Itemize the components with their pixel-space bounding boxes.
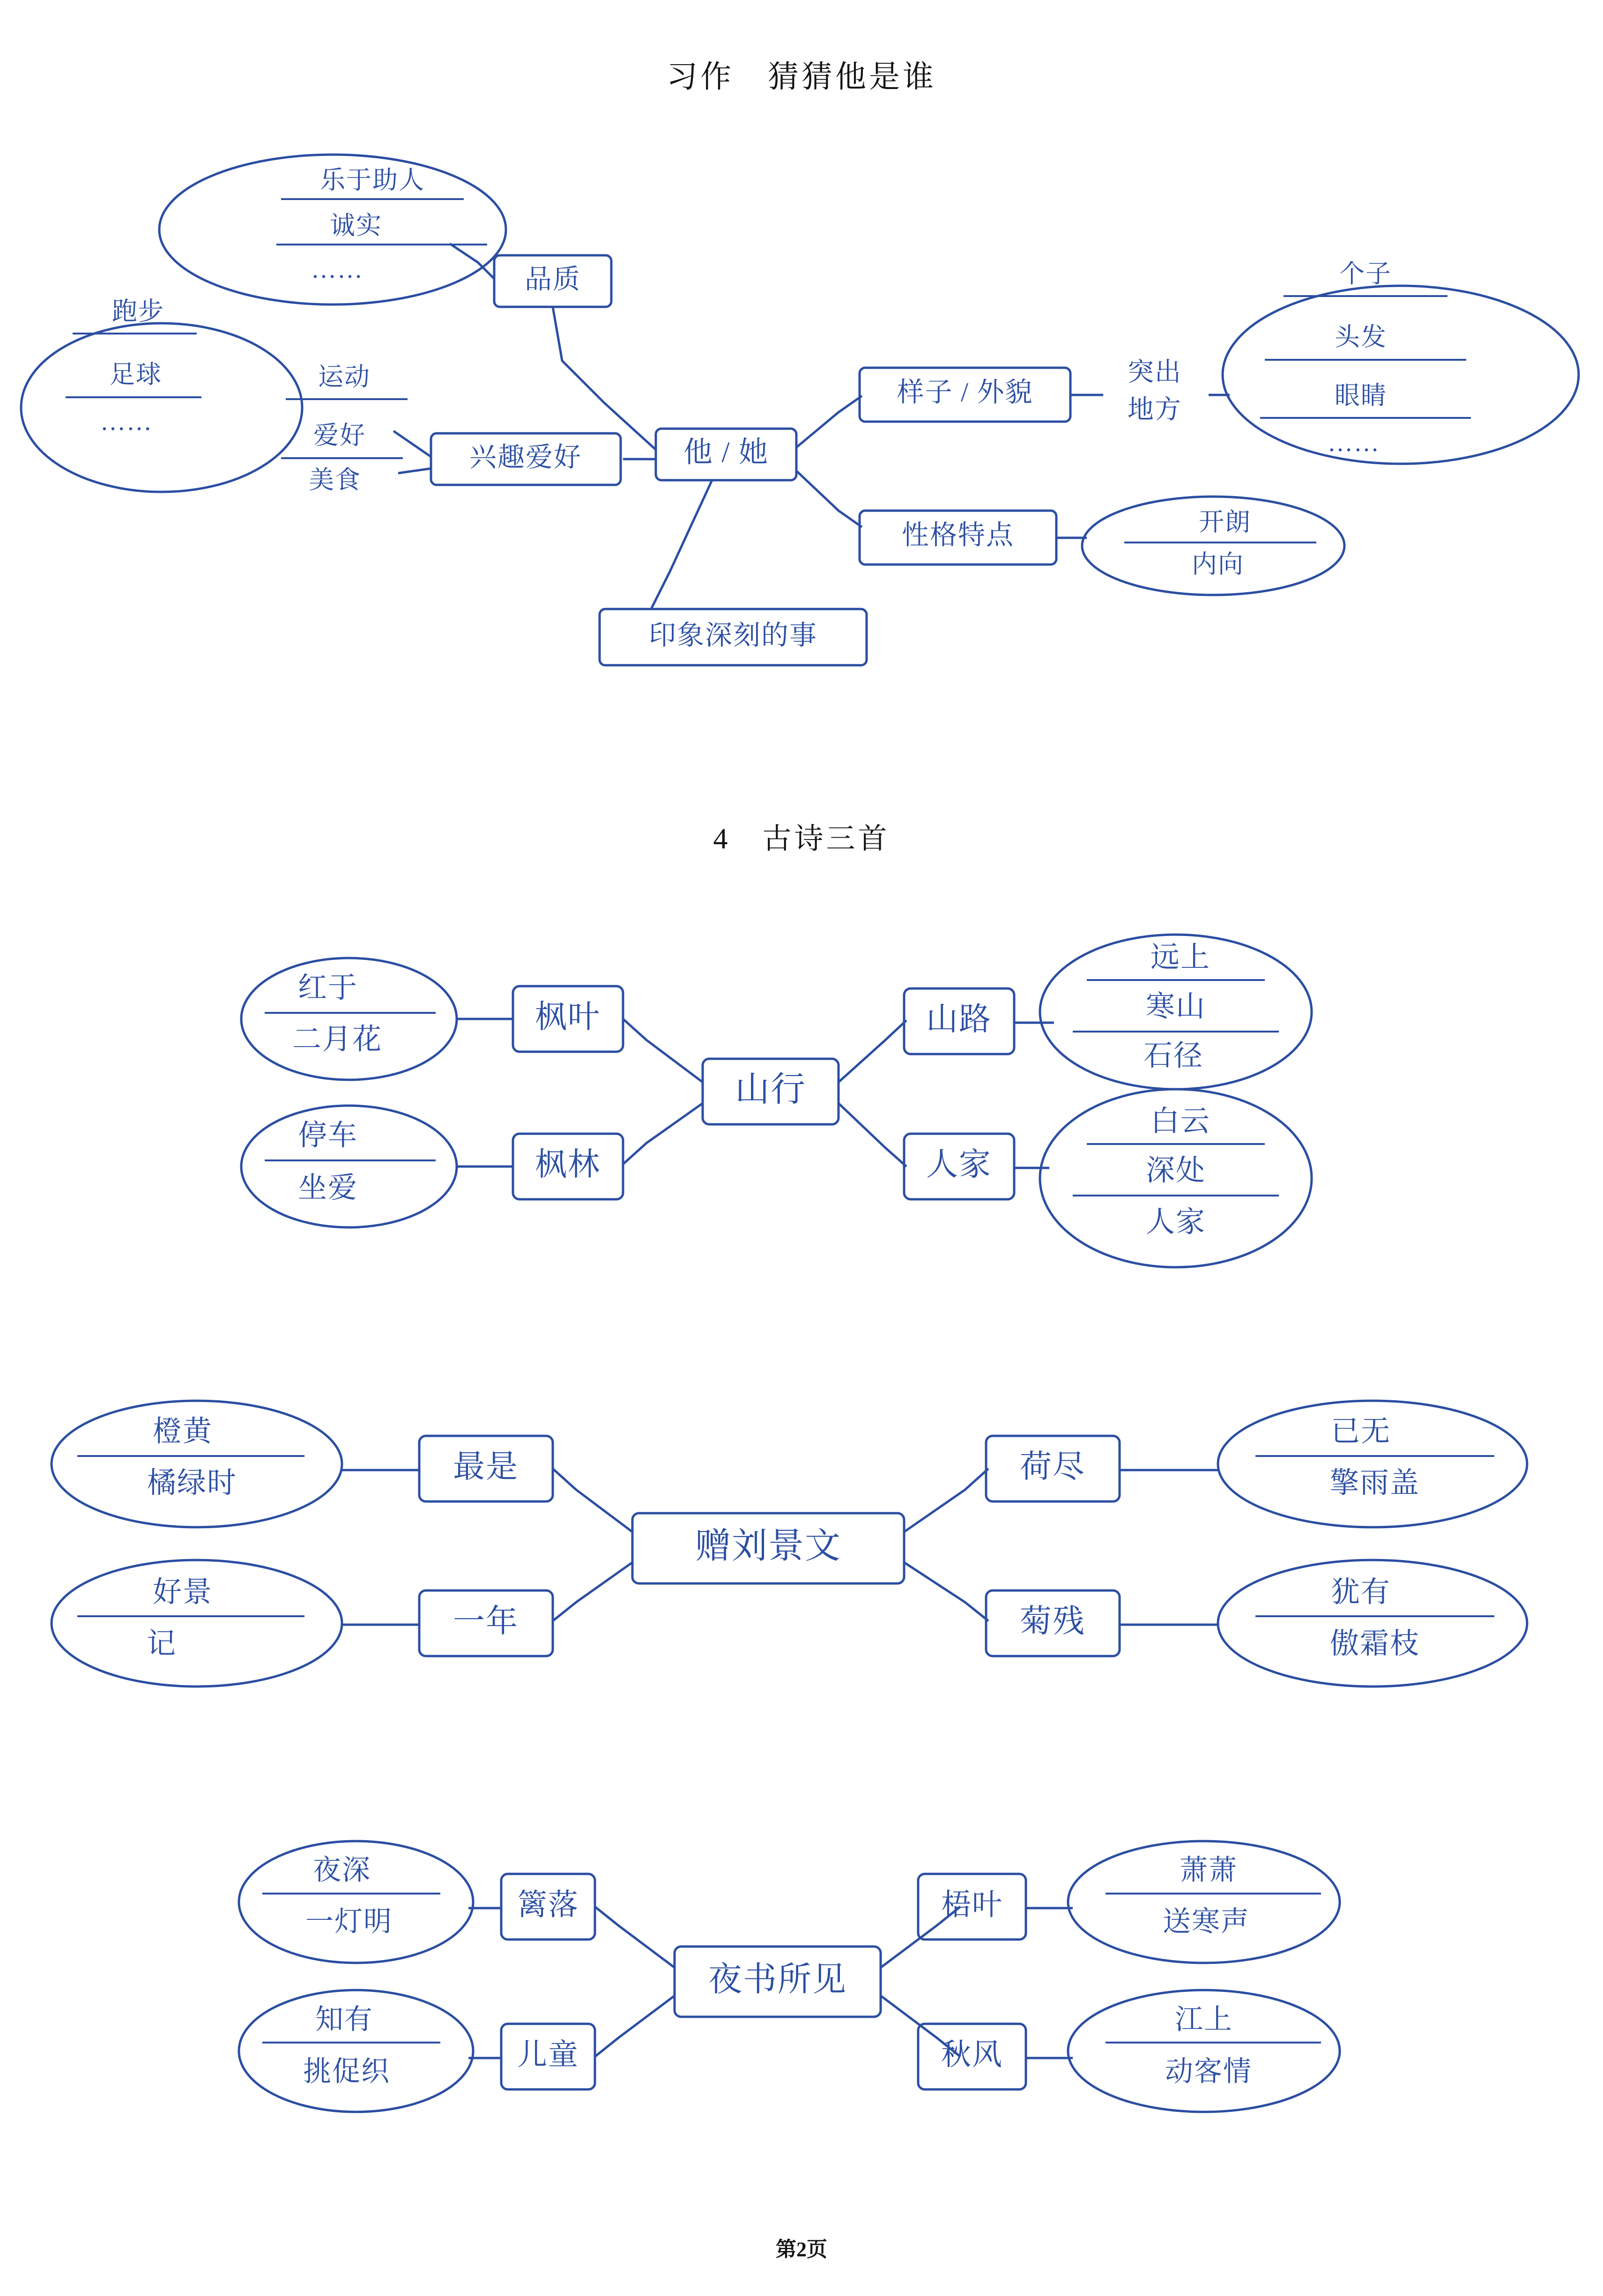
connector-center-to-right-1 xyxy=(904,1562,988,1621)
node-center-label: 山行 xyxy=(735,1070,806,1109)
page-number: 第2页 xyxy=(776,2238,827,2261)
node-yinxiang-label: 印象深刻的事 xyxy=(648,620,818,651)
item-left-0-1: 二月花 xyxy=(292,1024,383,1056)
item-pinzhi-0: 乐于助人 xyxy=(320,166,425,194)
node-left-1-label: 枫林 xyxy=(534,1146,601,1182)
node-left-1-label: 一年 xyxy=(453,1603,519,1639)
connector-center-to-left-0 xyxy=(553,1469,632,1532)
node-right-0-label: 梧叶 xyxy=(941,1888,1003,1922)
item-right-1-0: 犹有 xyxy=(1330,1576,1391,1609)
item-left-1-1: 挑促织 xyxy=(303,2056,390,2087)
connector-center-to-pinzhi xyxy=(553,307,656,450)
connector-center-to-left-0 xyxy=(595,1907,675,1968)
item-yundong-2: …… xyxy=(100,407,153,436)
mindmap-yeshusuojian xyxy=(0,1794,1603,2169)
connector-center-to-left-1 xyxy=(553,1562,632,1621)
node-left-0-label: 枫叶 xyxy=(534,999,601,1035)
item-right-1-2: 人家 xyxy=(1145,1206,1206,1239)
item-left-1-0: 好景 xyxy=(152,1576,213,1609)
item-left-0-0: 夜深 xyxy=(313,1854,371,1886)
connector-center-to-left-0 xyxy=(623,1019,703,1082)
node-xingqu-label: 兴趣爱好 xyxy=(469,442,582,473)
item-left-1-0: 知有 xyxy=(315,2004,373,2035)
node-tuchu-line1: 突出 xyxy=(1128,357,1182,387)
item-right-0-0: 已无 xyxy=(1330,1416,1391,1448)
group-waimao-ellipse xyxy=(1223,286,1579,464)
node-yundong-label: 运动 xyxy=(318,363,371,391)
item-pinzhi-2: …… xyxy=(311,255,364,283)
connector-center-to-right-0 xyxy=(904,1469,988,1532)
node-aihao-label: 爱好 xyxy=(313,421,366,450)
node-left-1-label: 儿童 xyxy=(517,2038,579,2072)
node-right-1-label: 人家 xyxy=(926,1146,992,1182)
node-right-1-label: 菊残 xyxy=(1019,1603,1086,1639)
node-center-label: 赠刘景文 xyxy=(695,1526,841,1566)
node-yangzi-label: 样子 / 外貌 xyxy=(897,377,1033,408)
item-waimao-0: 个子 xyxy=(1339,260,1392,288)
node-tuchu-line2: 地方 xyxy=(1128,395,1182,424)
node-xingge-label: 性格特点 xyxy=(901,520,1015,550)
connector-xingqu-to-aihao xyxy=(398,468,431,473)
connector-center-to-yangzi xyxy=(796,396,862,447)
mindmap-zengliujingwen xyxy=(0,1377,1603,1752)
node-right-1-label: 秋风 xyxy=(941,2038,1003,2072)
node-center-label: 他 / 她 xyxy=(683,437,769,469)
item-right-0-0: 萧萧 xyxy=(1180,1854,1238,1886)
page-title: 习作 猜猜他是谁 xyxy=(667,60,936,94)
section-title: 4 古诗三首 xyxy=(713,823,890,855)
node-right-0-label: 荷尽 xyxy=(1019,1449,1086,1485)
connector-center-to-yinxiang xyxy=(651,480,712,609)
item-left-0-1: 一灯明 xyxy=(305,1906,393,1937)
item-right-0-2: 石径 xyxy=(1143,1040,1204,1072)
node-right-0-label: 山路 xyxy=(926,1001,992,1037)
item-right-1-1: 动客情 xyxy=(1165,2056,1252,2087)
item-xingge-1: 内向 xyxy=(1192,550,1244,579)
item-pinzhi-1: 诚实 xyxy=(330,211,382,240)
node-pinzhi-label: 品质 xyxy=(524,264,581,295)
item-left-0-0: 橙黄 xyxy=(152,1416,213,1448)
item-aihao-0: 美食 xyxy=(309,466,361,494)
item-right-1-1: 傲霜枝 xyxy=(1329,1628,1420,1660)
item-left-1-1: 记 xyxy=(146,1628,177,1660)
item-waimao-2: 眼睛 xyxy=(1335,381,1387,410)
item-left-1-0: 停车 xyxy=(297,1120,358,1152)
item-left-0-1: 橘绿时 xyxy=(147,1467,237,1500)
item-right-0-1: 擎雨盖 xyxy=(1329,1467,1420,1500)
connector-center-to-right-0 xyxy=(839,1020,906,1082)
mindmap-shanxing xyxy=(0,904,1603,1373)
group-yundong-ellipse xyxy=(21,323,302,492)
item-right-0-1: 送寒声 xyxy=(1163,1906,1250,1937)
connector-center-to-right-1 xyxy=(839,1103,906,1167)
item-waimao-3: …… xyxy=(1328,428,1380,457)
mindmap-guess-who xyxy=(0,0,1603,703)
item-right-1-0: 江上 xyxy=(1175,2004,1233,2035)
item-right-1-1: 深处 xyxy=(1145,1155,1206,1187)
item-left-1-1: 坐爱 xyxy=(297,1172,358,1204)
node-left-0-label: 最是 xyxy=(453,1449,519,1485)
node-left-0-label: 篱落 xyxy=(517,1888,579,1922)
item-right-0-1: 寒山 xyxy=(1145,991,1206,1023)
connector-xingqu-to-yundong xyxy=(393,431,431,457)
item-left-0-0: 红于 xyxy=(297,972,358,1004)
connector-center-to-xingge xyxy=(796,471,862,527)
node-center-label: 夜书所见 xyxy=(708,1961,847,1999)
connector-center-to-left-1 xyxy=(595,1996,675,2057)
item-waimao-1: 头发 xyxy=(1335,323,1387,351)
item-right-1-0: 白云 xyxy=(1150,1106,1211,1138)
item-right-0-0: 远上 xyxy=(1150,942,1211,974)
item-yundong-0: 跑步 xyxy=(112,297,164,326)
item-yundong-1: 足球 xyxy=(110,360,162,389)
connector-center-to-left-1 xyxy=(623,1103,703,1164)
item-xingge-0: 开朗 xyxy=(1199,508,1251,536)
